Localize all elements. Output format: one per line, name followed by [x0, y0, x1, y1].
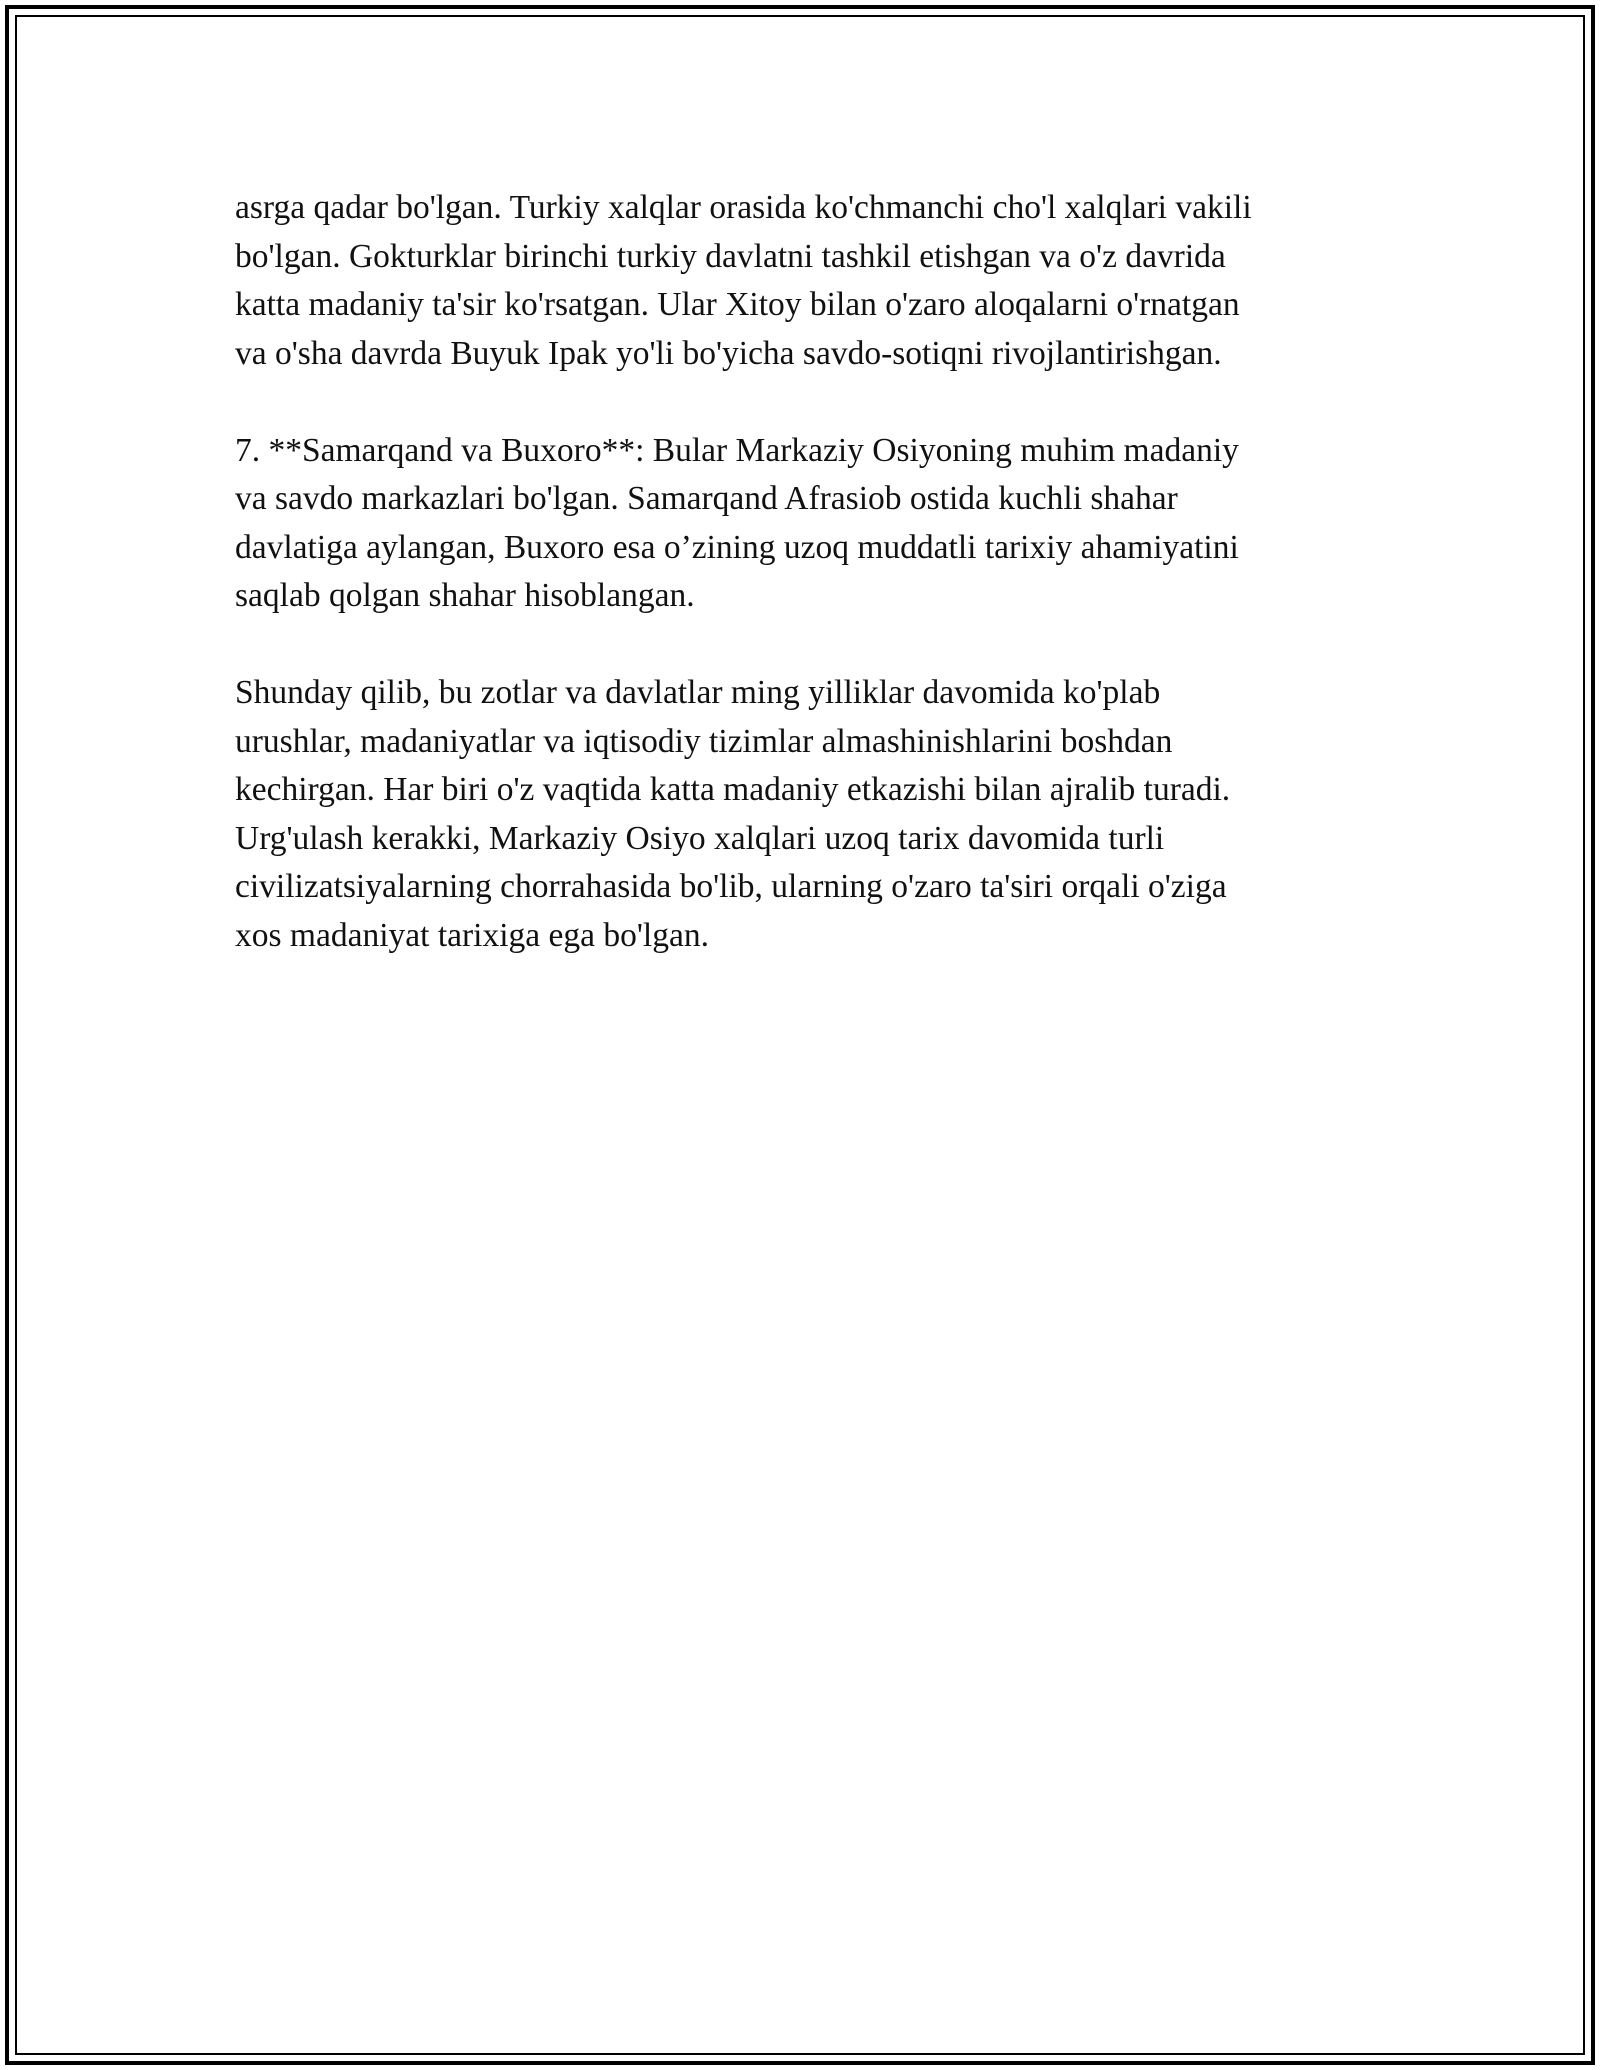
text-line: va savdo markazlari bo'lgan. Samarqand Afrasiob ostida kuchli shahar — [235, 480, 1178, 517]
text-line: Urg'ulash kerakki, Markaziy Osiyo xalqlari uzoq tarix davomida turli — [235, 819, 1165, 857]
document-body — [235, 184, 1375, 1009]
text-line: davlatiga aylangan, Buxoro esa o’zining uzoq muddatli tarixiy ahamiyatini — [235, 528, 1239, 566]
text-line: urushlar, madaniyatlar va iqtisodiy tizimlar almashinishlarini boshdan — [235, 722, 1173, 760]
text-line: xos madaniyat tarixiga ega bo'lgan. — [235, 916, 709, 954]
paragraph-gokturks — [235, 184, 1375, 378]
text-line: asrga qadar bo'lgan. Turkiy xalqlar orasida ko'chmanchi cho'l xalqlari vakili — [235, 189, 1252, 226]
text-line: Shunday qilib, bu zotlar va davlatlar ming yilliklar davomida ko'plab — [235, 674, 1161, 711]
text-line: kechirgan. Har biri o'z vaqtida katta madaniy etkazishi bilan ajralib turadi. — [235, 771, 1231, 808]
text-line: civilizatsiyalarning chorrahasida bo'lib, ularning o'zaro ta'siri orqali o'ziga — [235, 868, 1227, 905]
text-line: bo'lgan. Gokturklar birinchi turkiy davlatni tashkil etishgan va o'z davrida — [235, 237, 1226, 275]
text-line: katta madaniy ta'sir ko'rsatgan. Ular Xitoy bilan o'zaro aloqalarni o'rnatgan — [235, 286, 1240, 323]
paragraph-conclusion — [235, 669, 1375, 960]
text-line: 7. **Samarqand va Buxoro**: Bular Markaziy Osiyoning muhim madaniy — [235, 431, 1239, 469]
text-line: saqlab qolgan shahar hisoblangan. — [235, 577, 695, 614]
text-line: va o'sha davrda Buyuk Ipak yo'li bo'yicha savdo-sotiqni rivojlantirishgan. — [235, 334, 1222, 372]
paragraph-samarqand-buxoro — [235, 427, 1375, 621]
